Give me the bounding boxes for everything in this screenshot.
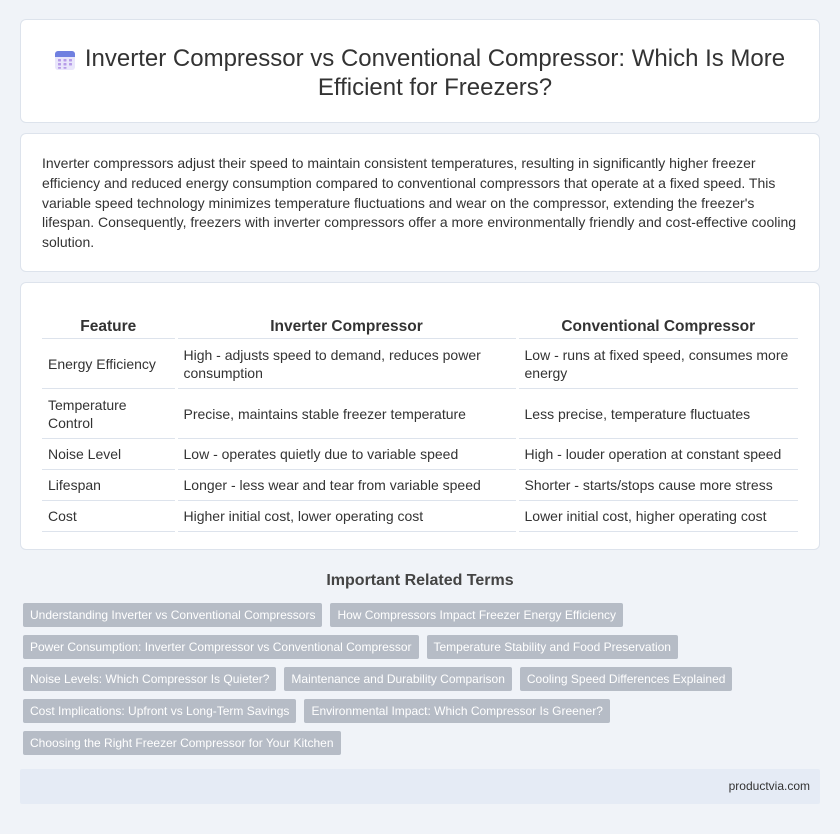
- conventional-cell: High - louder operation at constant speed: [517, 439, 798, 470]
- table-row: [42, 439, 798, 470]
- comparison-card: [20, 282, 820, 550]
- related-term-link[interactable]: Understanding Inverter vs Conventional Compressors: [23, 603, 322, 627]
- related-term-link[interactable]: Temperature Stability and Food Preservation: [427, 635, 678, 659]
- related-terms-heading: Important Related Terms: [326, 572, 514, 589]
- related-term-link[interactable]: Environmental Impact: Which Compressor Is Greener?: [304, 699, 609, 723]
- table-header-row: [42, 316, 798, 339]
- table-row: [42, 389, 798, 439]
- related-term-link[interactable]: Maintenance and Durability Comparison: [284, 667, 511, 691]
- comparison-table: [42, 316, 798, 532]
- related-term-link[interactable]: Choosing the Right Freezer Compressor for Your Kitchen: [23, 731, 341, 755]
- table-row: [42, 470, 798, 501]
- header-feature: Feature: [42, 316, 176, 339]
- header-card: [20, 19, 820, 123]
- inverter-cell: Longer - less wear and tear from variable speed: [176, 470, 517, 501]
- feature-cell: Cost: [42, 501, 176, 532]
- intro-card: [20, 133, 820, 272]
- inverter-cell: Low - operates quietly due to variable speed: [176, 439, 517, 470]
- intro-paragraph: Inverter compressors adjust their speed to maintain consistent temperatures, resulting in significantly higher freezer efficiency and reduced energy consumption compared to conventional compressors that operate at a fixed speed. This variable speed technology minimizes temperature fluctuations and wear on the compressor, extending the freezer's lifespan. Consequently, freezers with inverter compressors offer a more environmentally friendly and cost-effective cooling solution.: [42, 155, 797, 251]
- page-title: Inverter Compressor vs Conventional Compressor: Which Is More Efficient for Freezers?: [84, 45, 786, 101]
- feature-cell: Temperature Control: [42, 389, 176, 439]
- feature-cell: Noise Level: [42, 439, 176, 470]
- feature-cell: Energy Efficiency: [42, 339, 176, 389]
- related-term-link[interactable]: Noise Levels: Which Compressor Is Quieter?: [23, 667, 276, 691]
- related-terms-list: [23, 603, 823, 755]
- table-row: [42, 339, 798, 389]
- table-row: [42, 501, 798, 532]
- conventional-cell: Lower initial cost, higher operating cost: [517, 501, 798, 532]
- title-wrap: [61, 44, 799, 102]
- related-term-link[interactable]: Cooling Speed Differences Explained: [520, 667, 733, 691]
- inverter-cell: Higher initial cost, lower operating cost: [176, 501, 517, 532]
- related-term-link[interactable]: Power Consumption: Inverter Compressor vs Conventional Compressor: [23, 635, 419, 659]
- footer-site-link[interactable]: productvia.com: [728, 779, 810, 793]
- related-term-link[interactable]: Cost Implications: Upfront vs Long-Term Savings: [23, 699, 296, 723]
- feature-cell: Lifespan: [42, 470, 176, 501]
- conventional-cell: Less precise, temperature fluctuates: [517, 389, 798, 439]
- header-inverter: Inverter Compressor: [176, 316, 517, 339]
- inverter-cell: Precise, maintains stable freezer temperature: [176, 389, 517, 439]
- conventional-cell: Low - runs at fixed speed, consumes more energy: [517, 339, 798, 389]
- inverter-cell: High - adjusts speed to demand, reduces power consumption: [176, 339, 517, 389]
- related-term-link[interactable]: How Compressors Impact Freezer Energy Efficiency: [330, 603, 623, 627]
- conventional-cell: Shorter - starts/stops cause more stress: [517, 470, 798, 501]
- footer: [20, 769, 820, 804]
- header-conventional: Conventional Compressor: [517, 316, 798, 339]
